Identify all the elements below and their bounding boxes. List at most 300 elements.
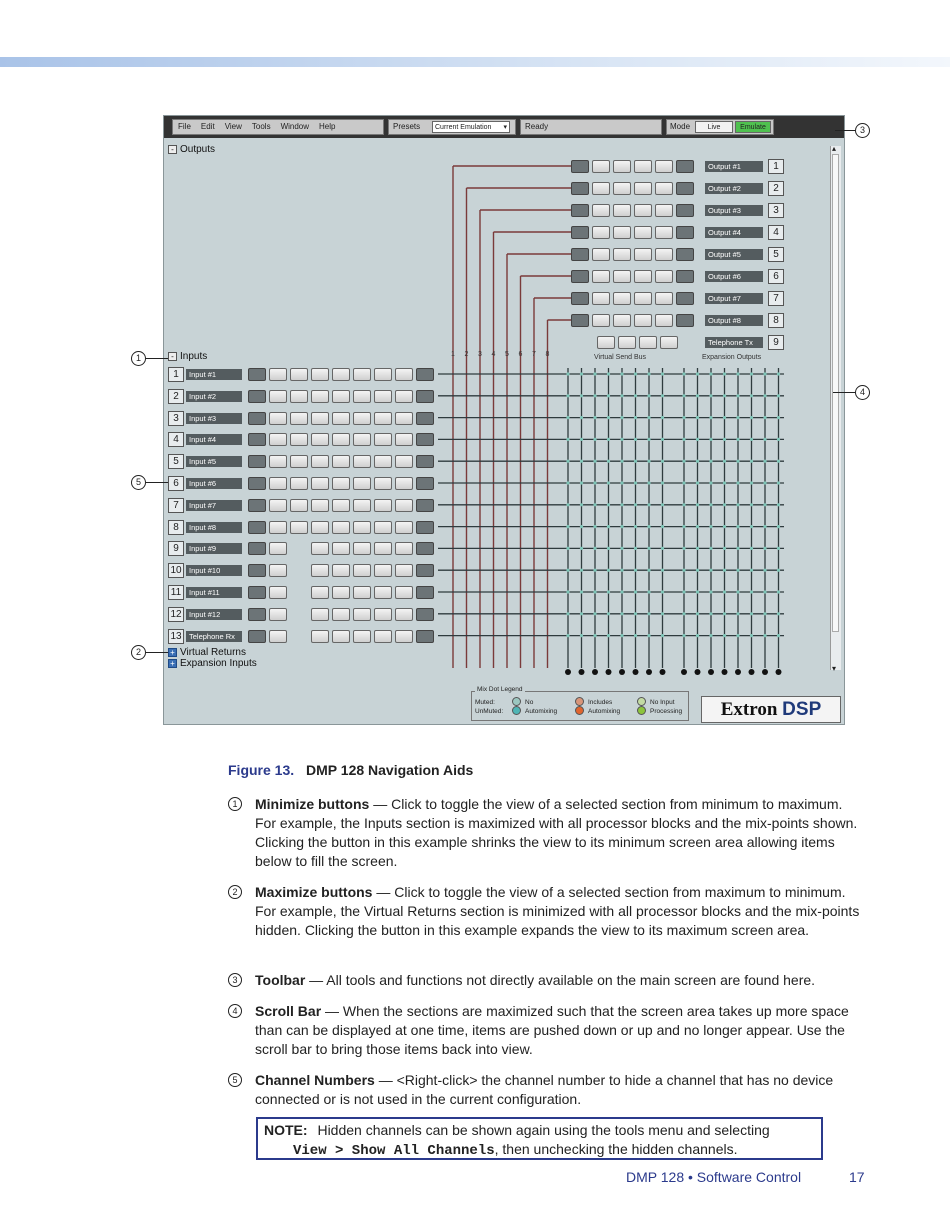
mix-point[interactable]: [736, 438, 739, 441]
mix-point[interactable]: [750, 372, 753, 375]
mix-point[interactable]: [647, 416, 650, 419]
mix-point[interactable]: [566, 394, 569, 397]
mix-point[interactable]: [647, 525, 650, 528]
mix-point[interactable]: [661, 525, 664, 528]
input-processor-block[interactable]: [248, 521, 266, 534]
input-processor-block[interactable]: [374, 455, 392, 468]
mix-point[interactable]: [777, 372, 780, 375]
mix-point[interactable]: [777, 438, 780, 441]
mix-point[interactable]: [580, 481, 583, 484]
mix-point[interactable]: [607, 460, 610, 463]
mix-point[interactable]: [634, 612, 637, 615]
mix-point[interactable]: [763, 612, 766, 615]
output-processor-block[interactable]: [613, 248, 631, 261]
mix-point[interactable]: [736, 525, 739, 528]
mix-point[interactable]: [566, 612, 569, 615]
mix-point[interactable]: [593, 481, 596, 484]
mix-point[interactable]: [634, 525, 637, 528]
mix-point[interactable]: [593, 438, 596, 441]
mix-point[interactable]: [647, 394, 650, 397]
mix-point[interactable]: [580, 438, 583, 441]
input-processor-block[interactable]: [395, 390, 413, 403]
input-processor-block[interactable]: [248, 477, 266, 490]
mix-point[interactable]: [696, 590, 699, 593]
output-processor-block[interactable]: [571, 160, 589, 173]
input-processor-block[interactable]: [416, 521, 434, 534]
mix-point[interactable]: [661, 416, 664, 419]
mix-point[interactable]: [777, 590, 780, 593]
mix-point[interactable]: [647, 438, 650, 441]
mix-point[interactable]: [777, 394, 780, 397]
mix-point[interactable]: [566, 525, 569, 528]
input-processor-block[interactable]: [395, 368, 413, 381]
input-processor-block[interactable]: [395, 608, 413, 621]
input-processor-block[interactable]: [269, 499, 287, 512]
mix-point[interactable]: [580, 394, 583, 397]
input-processor-block[interactable]: [374, 433, 392, 446]
input-processor-block[interactable]: [416, 564, 434, 577]
input-processor-block[interactable]: [374, 521, 392, 534]
expansion-output-terminal[interactable]: [695, 669, 701, 675]
mix-point[interactable]: [723, 590, 726, 593]
mix-point[interactable]: [709, 634, 712, 637]
mix-point[interactable]: [620, 634, 623, 637]
mix-point[interactable]: [763, 460, 766, 463]
mix-point[interactable]: [723, 503, 726, 506]
mix-point[interactable]: [634, 372, 637, 375]
menu-item-help[interactable]: Help: [319, 122, 336, 131]
mix-point[interactable]: [580, 416, 583, 419]
menu-item-file[interactable]: File: [178, 122, 191, 131]
mix-point[interactable]: [763, 547, 766, 550]
mix-point[interactable]: [777, 503, 780, 506]
input-processor-block[interactable]: [416, 412, 434, 425]
expansion-output-terminal[interactable]: [762, 669, 768, 675]
mix-point[interactable]: [620, 503, 623, 506]
mix-point[interactable]: [566, 590, 569, 593]
mix-point[interactable]: [593, 372, 596, 375]
mix-point[interactable]: [723, 372, 726, 375]
mix-point[interactable]: [723, 569, 726, 572]
input-processor-block[interactable]: [248, 630, 266, 643]
emulate-button[interactable]: Emulate: [735, 121, 771, 133]
input-processor-block[interactable]: [311, 368, 329, 381]
input-processor-block[interactable]: [416, 608, 434, 621]
mix-point[interactable]: [777, 416, 780, 419]
input-processor-block[interactable]: [332, 521, 350, 534]
output-processor-block[interactable]: [660, 336, 678, 349]
expansion-output-terminal[interactable]: [633, 669, 639, 675]
output-processor-block[interactable]: [592, 292, 610, 305]
mix-point[interactable]: [763, 416, 766, 419]
input-processor-block[interactable]: [353, 390, 371, 403]
output-processor-block[interactable]: [592, 182, 610, 195]
output-channel-number[interactable]: 5: [768, 247, 784, 262]
output-processor-block[interactable]: [676, 182, 694, 195]
mix-point[interactable]: [709, 612, 712, 615]
mix-point[interactable]: [647, 590, 650, 593]
mix-point[interactable]: [696, 394, 699, 397]
output-processor-block[interactable]: [592, 270, 610, 283]
input-processor-block[interactable]: [290, 390, 308, 403]
mix-point[interactable]: [566, 547, 569, 550]
output-processor-block[interactable]: [571, 226, 589, 239]
input-processor-block[interactable]: [416, 499, 434, 512]
input-processor-block[interactable]: [248, 564, 266, 577]
input-channel-number[interactable]: 12: [168, 607, 184, 622]
input-processor-block[interactable]: [332, 390, 350, 403]
input-processor-block[interactable]: [374, 368, 392, 381]
input-processor-block[interactable]: [248, 412, 266, 425]
input-processor-block[interactable]: [248, 368, 266, 381]
input-channel-number[interactable]: 11: [168, 585, 184, 600]
mix-point[interactable]: [580, 590, 583, 593]
expansion-output-terminal[interactable]: [708, 669, 714, 675]
input-channel-number[interactable]: 2: [168, 389, 184, 404]
mix-point[interactable]: [750, 460, 753, 463]
input-processor-block[interactable]: [416, 455, 434, 468]
input-processor-block[interactable]: [311, 499, 329, 512]
input-processor-block[interactable]: [290, 455, 308, 468]
mix-point[interactable]: [736, 460, 739, 463]
mix-point[interactable]: [682, 481, 685, 484]
mix-point[interactable]: [736, 481, 739, 484]
input-channel-number[interactable]: 8: [168, 520, 184, 535]
output-processor-block[interactable]: [634, 292, 652, 305]
input-processor-block[interactable]: [332, 368, 350, 381]
input-channel-number[interactable]: 1: [168, 367, 184, 382]
input-processor-block[interactable]: [269, 477, 287, 490]
input-processor-block[interactable]: [395, 521, 413, 534]
input-processor-block[interactable]: [332, 433, 350, 446]
output-processor-block[interactable]: [613, 292, 631, 305]
output-channel-number[interactable]: 1: [768, 159, 784, 174]
mix-point[interactable]: [661, 481, 664, 484]
output-processor-block[interactable]: [676, 204, 694, 217]
expansion-output-terminal[interactable]: [606, 669, 612, 675]
mix-point[interactable]: [593, 547, 596, 550]
mix-point[interactable]: [682, 547, 685, 550]
input-processor-block[interactable]: [416, 542, 434, 555]
mix-point[interactable]: [661, 547, 664, 550]
mix-point[interactable]: [566, 634, 569, 637]
mix-point[interactable]: [661, 590, 664, 593]
mix-point[interactable]: [647, 460, 650, 463]
mix-point[interactable]: [620, 569, 623, 572]
mix-point[interactable]: [580, 503, 583, 506]
input-processor-block[interactable]: [311, 586, 329, 599]
input-processor-block[interactable]: [332, 564, 350, 577]
mix-point[interactable]: [661, 569, 664, 572]
mix-point[interactable]: [709, 394, 712, 397]
input-channel-number[interactable]: 4: [168, 432, 184, 447]
mix-point[interactable]: [696, 547, 699, 550]
input-processor-block[interactable]: [311, 477, 329, 490]
mix-point[interactable]: [661, 394, 664, 397]
mix-point[interactable]: [620, 590, 623, 593]
input-channel-number[interactable]: 9: [168, 541, 184, 556]
mix-point[interactable]: [709, 525, 712, 528]
mix-point[interactable]: [647, 612, 650, 615]
output-processor-block[interactable]: [655, 314, 673, 327]
output-processor-block[interactable]: [676, 292, 694, 305]
input-channel-number[interactable]: 7: [168, 498, 184, 513]
mix-point[interactable]: [620, 612, 623, 615]
mix-point[interactable]: [566, 372, 569, 375]
output-channel-number[interactable]: 7: [768, 291, 784, 306]
input-processor-block[interactable]: [248, 390, 266, 403]
mix-point[interactable]: [661, 634, 664, 637]
expansion-inputs-maximize-button[interactable]: +: [168, 659, 177, 668]
mix-point[interactable]: [763, 438, 766, 441]
output-processor-block[interactable]: [592, 314, 610, 327]
mix-point[interactable]: [580, 612, 583, 615]
input-processor-block[interactable]: [311, 433, 329, 446]
input-processor-block[interactable]: [269, 368, 287, 381]
mix-point[interactable]: [723, 547, 726, 550]
input-processor-block[interactable]: [248, 542, 266, 555]
mix-point[interactable]: [634, 481, 637, 484]
mix-point[interactable]: [634, 394, 637, 397]
mix-point[interactable]: [709, 503, 712, 506]
input-processor-block[interactable]: [395, 586, 413, 599]
input-processor-block[interactable]: [332, 630, 350, 643]
mix-point[interactable]: [763, 525, 766, 528]
input-processor-block[interactable]: [395, 630, 413, 643]
mix-point[interactable]: [750, 525, 753, 528]
output-processor-block[interactable]: [571, 204, 589, 217]
output-processor-block[interactable]: [613, 270, 631, 283]
input-processor-block[interactable]: [311, 564, 329, 577]
input-processor-block[interactable]: [416, 477, 434, 490]
mix-point[interactable]: [763, 590, 766, 593]
mix-point[interactable]: [777, 547, 780, 550]
expansion-output-terminal[interactable]: [660, 669, 666, 675]
input-channel-number[interactable]: 3: [168, 411, 184, 426]
input-processor-block[interactable]: [353, 608, 371, 621]
output-processor-block[interactable]: [655, 292, 673, 305]
input-processor-block[interactable]: [290, 433, 308, 446]
input-processor-block[interactable]: [353, 368, 371, 381]
expansion-output-terminal[interactable]: [619, 669, 625, 675]
input-processor-block[interactable]: [416, 390, 434, 403]
mix-point[interactable]: [682, 372, 685, 375]
mix-point[interactable]: [682, 460, 685, 463]
mix-point[interactable]: [696, 416, 699, 419]
output-channel-number[interactable]: 9: [768, 335, 784, 350]
mix-point[interactable]: [709, 460, 712, 463]
menu-item-edit[interactable]: Edit: [200, 122, 215, 131]
input-processor-block[interactable]: [311, 521, 329, 534]
input-processor-block[interactable]: [290, 499, 308, 512]
mix-point[interactable]: [696, 569, 699, 572]
input-channel-number[interactable]: 10: [168, 563, 184, 578]
mix-point[interactable]: [736, 612, 739, 615]
output-processor-block[interactable]: [634, 248, 652, 261]
input-processor-block[interactable]: [248, 608, 266, 621]
mix-point[interactable]: [647, 547, 650, 550]
input-processor-block[interactable]: [248, 499, 266, 512]
input-processor-block[interactable]: [416, 368, 434, 381]
mix-point[interactable]: [607, 372, 610, 375]
output-processor-block[interactable]: [571, 292, 589, 305]
menu-item-view[interactable]: View: [224, 122, 242, 131]
input-processor-block[interactable]: [269, 630, 287, 643]
mix-point[interactable]: [620, 372, 623, 375]
mix-point[interactable]: [661, 438, 664, 441]
input-processor-block[interactable]: [290, 477, 308, 490]
mix-point[interactable]: [634, 460, 637, 463]
input-processor-block[interactable]: [290, 521, 308, 534]
input-processor-block[interactable]: [353, 564, 371, 577]
output-channel-number[interactable]: 4: [768, 225, 784, 240]
output-processor-block[interactable]: [655, 226, 673, 239]
mix-point[interactable]: [763, 634, 766, 637]
input-processor-block[interactable]: [269, 586, 287, 599]
mix-point[interactable]: [736, 569, 739, 572]
mix-point[interactable]: [709, 569, 712, 572]
output-processor-block[interactable]: [634, 226, 652, 239]
mix-point[interactable]: [750, 503, 753, 506]
mix-point[interactable]: [580, 460, 583, 463]
input-processor-block[interactable]: [269, 412, 287, 425]
mix-point[interactable]: [682, 416, 685, 419]
input-channel-number[interactable]: 6: [168, 476, 184, 491]
mix-point[interactable]: [696, 438, 699, 441]
output-processor-block[interactable]: [676, 226, 694, 239]
mix-point[interactable]: [750, 438, 753, 441]
inputs-minimize-button[interactable]: -: [168, 352, 177, 361]
input-processor-block[interactable]: [353, 542, 371, 555]
input-processor-block[interactable]: [353, 630, 371, 643]
mix-point[interactable]: [696, 612, 699, 615]
output-processor-block[interactable]: [613, 160, 631, 173]
mix-point[interactable]: [634, 503, 637, 506]
mix-point[interactable]: [723, 416, 726, 419]
input-processor-block[interactable]: [311, 412, 329, 425]
output-processor-block[interactable]: [676, 314, 694, 327]
input-processor-block[interactable]: [395, 477, 413, 490]
mix-point[interactable]: [593, 569, 596, 572]
mix-point[interactable]: [750, 590, 753, 593]
mix-point[interactable]: [682, 438, 685, 441]
scroll-down-icon[interactable]: ▾: [832, 664, 837, 673]
mix-point[interactable]: [566, 569, 569, 572]
input-processor-block[interactable]: [332, 586, 350, 599]
mix-point[interactable]: [750, 634, 753, 637]
mix-point[interactable]: [696, 481, 699, 484]
mix-point[interactable]: [607, 612, 610, 615]
output-processor-block[interactable]: [634, 270, 652, 283]
expansion-output-terminal[interactable]: [735, 669, 741, 675]
live-button[interactable]: Live: [695, 121, 733, 133]
mix-point[interactable]: [620, 481, 623, 484]
input-processor-block[interactable]: [311, 608, 329, 621]
output-processor-block[interactable]: [655, 270, 673, 283]
input-processor-block[interactable]: [395, 412, 413, 425]
mix-point[interactable]: [736, 590, 739, 593]
input-processor-block[interactable]: [269, 455, 287, 468]
output-processor-block[interactable]: [571, 182, 589, 195]
mix-point[interactable]: [566, 460, 569, 463]
mix-point[interactable]: [682, 525, 685, 528]
mix-point[interactable]: [661, 503, 664, 506]
mix-point[interactable]: [777, 481, 780, 484]
mix-point[interactable]: [777, 525, 780, 528]
mix-point[interactable]: [593, 634, 596, 637]
input-processor-block[interactable]: [311, 630, 329, 643]
scroll-up-icon[interactable]: ▴: [832, 144, 837, 153]
mix-point[interactable]: [580, 372, 583, 375]
mix-point[interactable]: [634, 634, 637, 637]
mix-point[interactable]: [709, 438, 712, 441]
output-processor-block[interactable]: [597, 336, 615, 349]
mix-point[interactable]: [682, 503, 685, 506]
mix-point[interactable]: [777, 612, 780, 615]
mix-point[interactable]: [661, 460, 664, 463]
output-processor-block[interactable]: [655, 204, 673, 217]
output-processor-block[interactable]: [592, 226, 610, 239]
mix-point[interactable]: [736, 416, 739, 419]
mix-point[interactable]: [723, 634, 726, 637]
input-processor-block[interactable]: [374, 608, 392, 621]
mix-point[interactable]: [661, 612, 664, 615]
output-processor-block[interactable]: [634, 314, 652, 327]
input-processor-block[interactable]: [332, 499, 350, 512]
mix-point[interactable]: [634, 416, 637, 419]
input-processor-block[interactable]: [374, 630, 392, 643]
mix-point[interactable]: [777, 569, 780, 572]
output-channel-number[interactable]: 8: [768, 313, 784, 328]
mix-point[interactable]: [647, 634, 650, 637]
mix-point[interactable]: [593, 416, 596, 419]
mix-point[interactable]: [736, 503, 739, 506]
mix-point[interactable]: [607, 438, 610, 441]
expansion-output-terminal[interactable]: [722, 669, 728, 675]
mix-point[interactable]: [709, 547, 712, 550]
input-processor-block[interactable]: [269, 608, 287, 621]
expansion-output-terminal[interactable]: [565, 669, 571, 675]
mix-point[interactable]: [777, 460, 780, 463]
input-processor-block[interactable]: [395, 455, 413, 468]
expansion-output-terminal[interactable]: [776, 669, 782, 675]
mix-point[interactable]: [763, 503, 766, 506]
input-processor-block[interactable]: [395, 564, 413, 577]
input-channel-number[interactable]: 5: [168, 454, 184, 469]
output-processor-block[interactable]: [676, 160, 694, 173]
mix-point[interactable]: [593, 525, 596, 528]
input-processor-block[interactable]: [332, 455, 350, 468]
mix-point[interactable]: [634, 590, 637, 593]
input-processor-block[interactable]: [416, 630, 434, 643]
input-processor-block[interactable]: [290, 412, 308, 425]
input-processor-block[interactable]: [269, 390, 287, 403]
mix-point[interactable]: [607, 416, 610, 419]
mix-point[interactable]: [763, 569, 766, 572]
input-processor-block[interactable]: [269, 564, 287, 577]
mix-point[interactable]: [763, 394, 766, 397]
output-processor-block[interactable]: [676, 270, 694, 283]
mix-point[interactable]: [593, 590, 596, 593]
output-channel-number[interactable]: 6: [768, 269, 784, 284]
mix-point[interactable]: [607, 569, 610, 572]
input-processor-block[interactable]: [395, 542, 413, 555]
output-processor-block[interactable]: [618, 336, 636, 349]
mix-point[interactable]: [647, 569, 650, 572]
input-processor-block[interactable]: [290, 368, 308, 381]
mix-point[interactable]: [593, 503, 596, 506]
mix-point[interactable]: [750, 394, 753, 397]
